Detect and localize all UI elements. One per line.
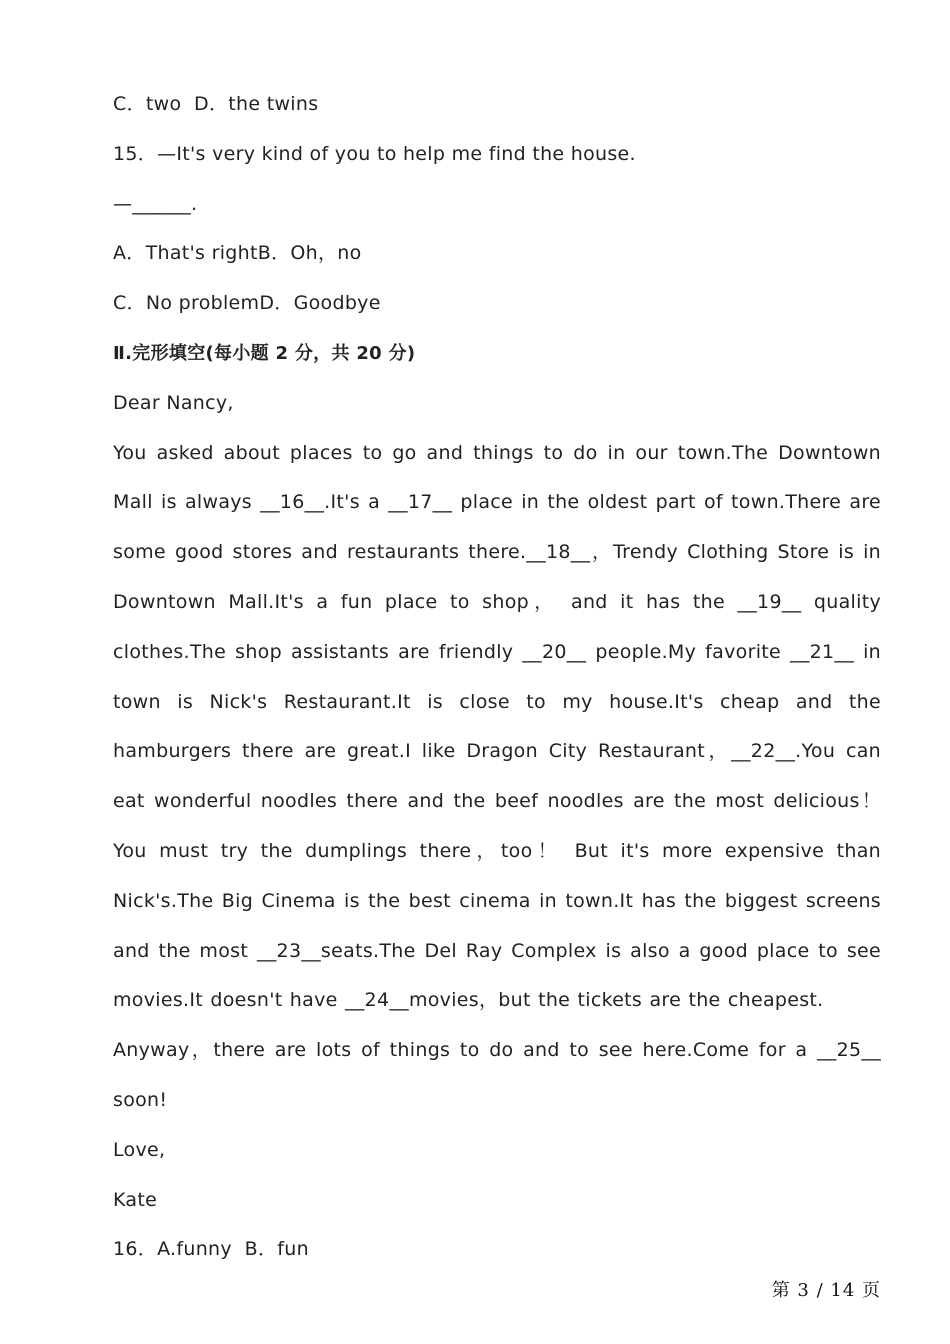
letter-body: You asked about places to go and things to do in our town.The Downtown Mall is always __16__.It's a __17__ place in the oldest part of town.There are some good stores and restaurants there.__18__，Trendy Clothing Store is in Downtown Mall.It's a fun place to shop， and it has the __19__ quality clothes.The shop assistants are friendly __20__ people.My favorite __21__ in town is Nick's Restaurant.It is close to my house.It's cheap and the hamburgers there are great.I like Dragon City Restaurant，__22__.You can eat wonderful noodles there and the beef noodles are the most delicious！ You must try the dumplings there，too！ But it's more expensive than Nick's.The Big Cinema is the best cinema in town.It has the biggest screens and the most __23__seats.The Del Ray Complex is also a good place to see movies.It doesn't have __24__movies，but the tickets are the cheapest. bbox=[113, 441, 881, 1012]
question-15: 15．—It's very kind of you to help me find the house. bbox=[113, 142, 636, 165]
letter-sign-off: Love, bbox=[113, 1138, 166, 1161]
page-number-footer: 第 3 / 14 页 bbox=[771, 1280, 881, 1301]
option-line-a-b: A．That's rightB．Oh，no bbox=[113, 242, 362, 265]
letter-greeting: Dear Nancy, bbox=[113, 391, 234, 414]
letter-closing-paragraph: Anyway，there are lots of things to do and to see here.Come for a __25__ soon! bbox=[113, 1039, 881, 1111]
answer-blank: —______. bbox=[113, 192, 198, 215]
letter-signature: Kate bbox=[113, 1188, 158, 1211]
option-line-c-d-2: C．No problemD．Goodbye bbox=[113, 292, 381, 315]
option-line-c-d: C．two D．the twins bbox=[113, 93, 319, 115]
question-16: 16．A.funny B．fun bbox=[113, 1238, 309, 1261]
section-heading: Ⅱ.完形填空(每小题 2 分，共 20 分) bbox=[113, 342, 416, 364]
document-page bbox=[113, 80, 881, 1275]
